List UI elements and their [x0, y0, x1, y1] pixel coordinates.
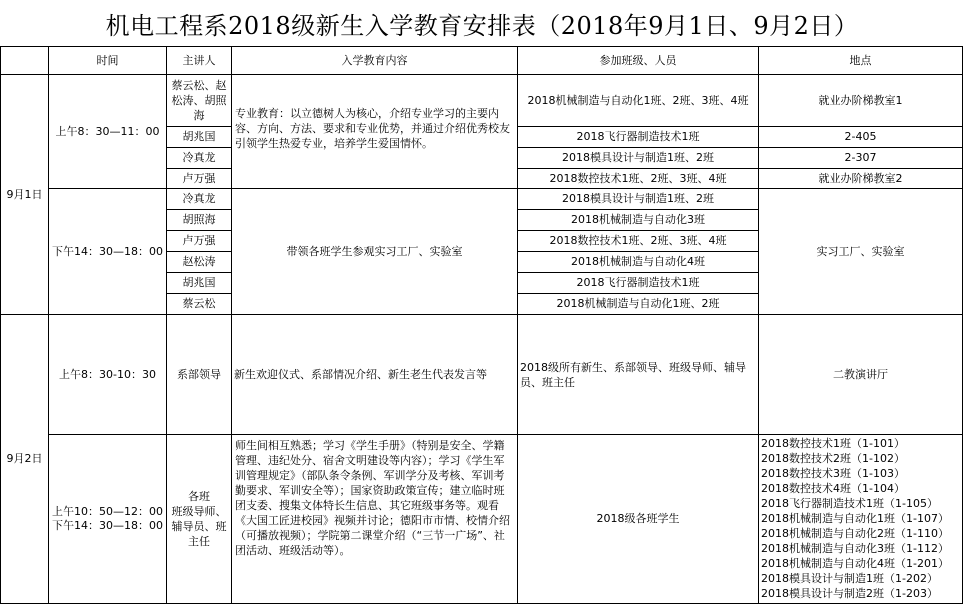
- header-content: 入学教育内容: [341, 53, 408, 67]
- day2-late-speaker: 各班 班级导师、 辅导员、班 主任: [171, 490, 227, 548]
- day1-morning-participants-4: 2018数控技术1班、2班、3班、4班: [549, 171, 727, 185]
- location-line: 2018数控技术1班（1-101）: [761, 437, 905, 450]
- day1-morning-speaker-2: 胡兆国: [182, 130, 216, 143]
- day1-morning-content: 专业教育：以立德树人为核心，介绍专业学习的主要内容、方向、方法、要求和专业优势，并通过介绍优秀校友引领学生热爱专业，培养学生爱国情怀。: [235, 107, 510, 150]
- day1-afternoon-speaker-5: 胡兆国: [182, 276, 216, 289]
- location-line: 2018机械制造与自动化4班（1-201）: [761, 557, 949, 570]
- day2-late-locations: [759, 435, 962, 603]
- header-time: 时间: [96, 53, 119, 67]
- day2-late-time-line2: 下午14：30—18：00: [52, 519, 163, 532]
- location-line: 2018飞行器制造技术1班（1-105）: [761, 497, 938, 510]
- location-line: 2018数控技术4班（1-104）: [761, 482, 905, 495]
- day2-late-time-line1: 上午10：50—12：00: [52, 505, 163, 518]
- location-line: 2018模具设计与制造1班（1-202）: [761, 572, 938, 585]
- day1-morning-speaker-1: 蔡云松、赵松涛、胡照海: [171, 79, 227, 122]
- day1-afternoon-speaker-1: 冷真龙: [182, 192, 216, 205]
- location-line: 2018机械制造与自动化1班（1-107）: [761, 512, 949, 525]
- day1-afternoon-time: 下午14：30—18：00: [52, 244, 163, 258]
- day1-morning-speaker-4: 卢万强: [182, 171, 216, 185]
- day2-date: 9月2日: [6, 452, 43, 465]
- day1-afternoon-speaker-3: 卢万强: [182, 234, 216, 247]
- day2-morning-participants: 2018级所有新生、系部领导、班级导师、辅导员、班主任: [520, 360, 746, 389]
- day1-afternoon-participants-1: 2018模具设计与制造1班、2班: [562, 192, 714, 205]
- page-title: 机电工程系2018级新生入学教育安排表（2018年9月1日、9月2日）: [105, 11, 859, 40]
- day1-afternoon-content: 带领各班学生参观实习工厂、实验室: [286, 244, 463, 258]
- day1-afternoon-participants-2: 2018机械制造与自动化3班: [571, 213, 705, 226]
- day1-morning-location-3: 2-307: [844, 151, 877, 164]
- day1-morning-location-1: 就业办阶梯教室1: [818, 93, 903, 107]
- day2-late-participants: 2018级各班学生: [596, 512, 680, 525]
- day1-morning-participants-2: 2018飞行器制造技术1班: [576, 130, 700, 143]
- day1-date: 9月1日: [6, 187, 43, 201]
- day2-late-time: [49, 435, 166, 603]
- location-line: 2018机械制造与自动化3班（1-112）: [761, 542, 949, 555]
- day1-morning-speaker-3: 冷真龙: [182, 151, 216, 164]
- day1-afternoon-participants-6: 2018机械制造与自动化1班、2班: [556, 297, 720, 310]
- day2-morning-content: 新生欢迎仪式、系部情况介绍、新生老生代表发言等: [234, 367, 487, 381]
- day2-late-content: 师生间相互熟悉；学习《学生手册》（特别是安全、学籍管理、违纪处分、宿舍文明建设等内容）；学习《学生军训管理规定》（部队条令条例、军训学分及考核、军训考勤要求、军训安全等）；国家资助政策宣传；建立临时班团支委、搜集文体特长生信息、其它班级事务等。观看《大国工匠进校园》视频并讨论；德阳市市情、校情介绍（可播放视频）；学院第二课堂介绍（“三节一广场”、社团活动、班级活动等）。: [235, 439, 510, 557]
- day1-morning-time: 上午8：30—11：00: [55, 124, 160, 138]
- day2-morning-location: 二教演讲厅: [833, 367, 888, 381]
- day2-morning-speaker: 系部领导: [177, 367, 221, 381]
- day1-morning-participants-1: 2018机械制造与自动化1班、2班、3班、4班: [527, 93, 749, 107]
- day1-afternoon-location: 实习工厂、实验室: [816, 244, 905, 258]
- day1-morning-location-4: 就业办阶梯教室2: [818, 171, 903, 185]
- header-location: 地点: [849, 53, 872, 67]
- day1-afternoon-participants-4: 2018机械制造与自动化4班: [571, 255, 705, 268]
- day2-morning-time: 上午8：30-10：30: [59, 367, 156, 381]
- header-speaker: 主讲人: [182, 53, 216, 67]
- location-line: 2018数控技术3班（1-103）: [761, 467, 905, 480]
- location-line: 2018数控技术2班（1-102）: [761, 452, 905, 465]
- day1-afternoon-speaker-4: 赵松涛: [182, 255, 216, 268]
- header-participants: 参加班级、人员: [599, 53, 677, 67]
- location-line: 2018模具设计与制造2班（1-203）: [761, 587, 938, 600]
- day1-afternoon-participants-5: 2018飞行器制造技术1班: [576, 276, 700, 289]
- header-date: [0, 47, 48, 74]
- location-line: 2018机械制造与自动化2班（1-110）: [761, 527, 949, 540]
- day1-afternoon-participants-3: 2018数控技术1班、2班、3班、4班: [549, 234, 727, 247]
- day1-afternoon-speaker-2: 胡照海: [182, 213, 216, 226]
- day1-morning-participants-3: 2018模具设计与制造1班、2班: [562, 151, 714, 164]
- day1-afternoon-speaker-6: 蔡云松: [182, 297, 216, 310]
- day1-morning-location-2: 2-405: [844, 130, 877, 143]
